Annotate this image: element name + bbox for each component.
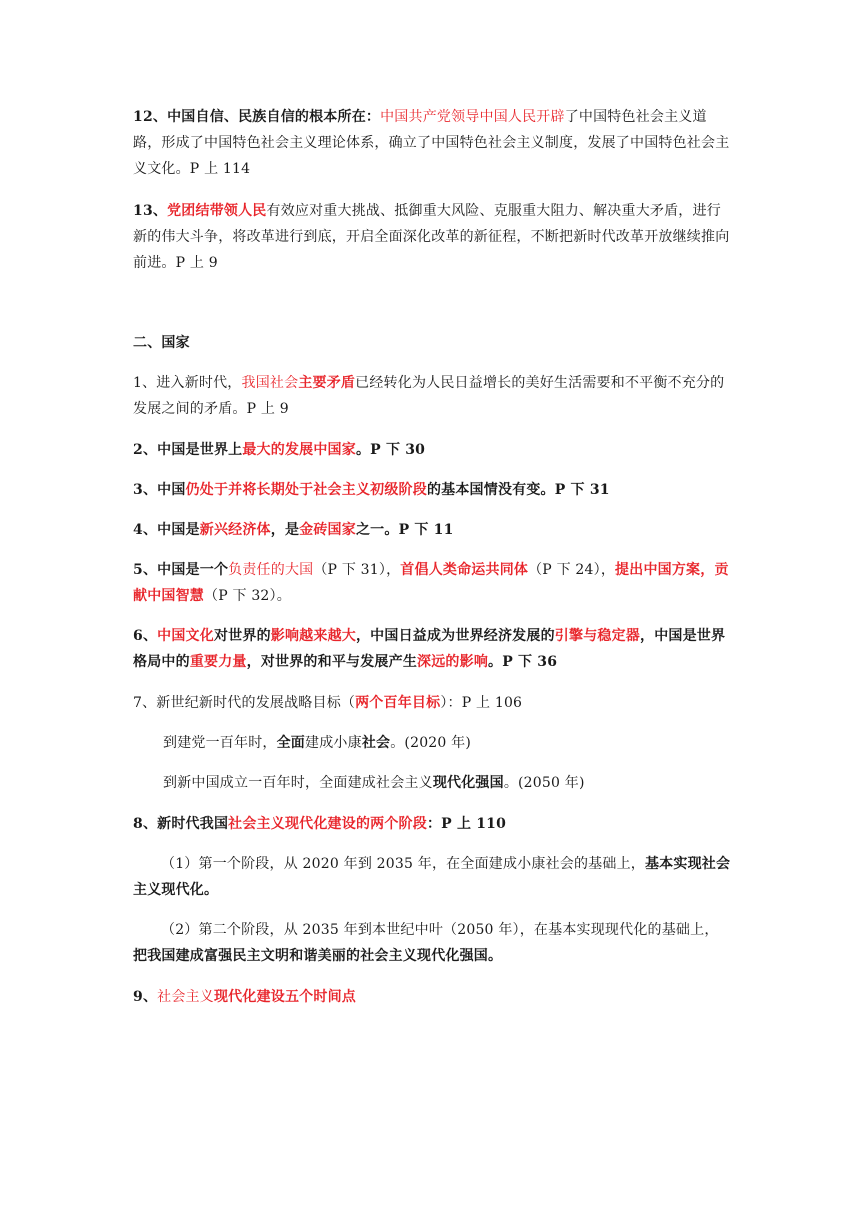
national-item-6-number: 6、 — [133, 628, 158, 644]
national-item-1-lead: 1、进入新时代， — [133, 375, 242, 391]
national-item-5-highlight-a: 负责任的大国 — [228, 562, 314, 578]
stage-1 — [133, 851, 731, 903]
item-13-number: 13、 — [133, 203, 168, 219]
goal-line-2020-year: 。(2020 年) — [390, 735, 472, 751]
stage-2-goal: 把我国建成富强民主文明和谐美丽的社会主义现代化强国。 — [133, 948, 503, 964]
national-item-6-highlight-b: 影响越来越大 — [270, 628, 356, 644]
national-item-6-highlight-d: 重要力量 — [189, 654, 247, 670]
national-item-5-lead: 5、中国是一个 — [133, 562, 229, 578]
item-12 — [133, 104, 731, 182]
goal-line-2020-b: 建成小康 — [305, 735, 362, 751]
national-item-6-highlight-c: 引擎与稳定器 — [554, 628, 640, 644]
stage-2-text: （2）第二个阶段，从 2035 年到本世纪中叶（2050 年），在基本实现现代化的基础上， — [161, 922, 719, 938]
national-item-8 — [133, 811, 731, 837]
item-13 — [133, 198, 731, 276]
national-item-1-red-b: 主要矛盾 — [298, 375, 356, 391]
national-item-1-text: 已经转化为人民日益增长的美好生活需要和不平衡不充分的发展之间的矛盾。P 上 9 — [133, 375, 725, 417]
national-item-4-mid: ，是 — [270, 522, 300, 538]
goal-line-2050 — [163, 770, 731, 796]
national-item-3 — [133, 477, 731, 503]
national-item-4-lead: 4、中国是 — [133, 522, 200, 538]
national-item-7 — [133, 690, 731, 716]
national-item-6-highlight-e: 深远的影响 — [417, 654, 489, 670]
national-item-6-text-d: ，对世界的和平与发展产生 — [246, 654, 418, 670]
national-item-5-ref-b: （P 下 24）， — [528, 562, 616, 578]
national-item-5-highlight-b: 首倡人类命运共同体 — [400, 562, 529, 578]
national-item-6-highlight-a: 中国文化 — [157, 628, 214, 644]
section-2-title: 二、国家 — [133, 335, 190, 351]
goal-line-2050-bold: 现代化强国 — [432, 775, 504, 791]
item-12-highlight: 中国共产党领导中国人民开辟 — [380, 109, 565, 125]
national-item-5-highlight-c: 提出中国方案，贡献中国智慧 — [133, 562, 729, 604]
national-item-8-highlight: 社会主义现代化建设的两个阶段 — [228, 816, 427, 832]
item-13-text: 有效应对重大挑战、抵御重大风险、克服重大阻力、解决重大矛盾，进行新的伟大斗争，将改革进行到底，开启全面深化改革的新征程，不断把新时代改革开放继续推向前进。P 上 9 — [133, 203, 730, 271]
national-item-2 — [133, 437, 731, 463]
item-12-lead: 中国自信、民族自信的根本所在： — [167, 109, 381, 125]
national-item-3-ref: 的基本国情没有变。P 下 31 — [426, 482, 610, 498]
item-12-text: 了中国特色社会主义道路，形成了中国特色社会主义理论体系，确立了中国特色社会主义制度，发展了中国特色社会主义文化。P 上 114 — [133, 109, 730, 177]
national-item-4-ref: 之一。P 下 11 — [355, 522, 454, 538]
national-item-9-number: 9、 — [133, 989, 158, 1005]
national-item-6-ref: 。P 下 36 — [488, 654, 558, 670]
item-12-number: 12、 — [133, 109, 168, 125]
national-item-6-text-b: ，中国日益成为世界经济发展的 — [355, 628, 555, 644]
national-item-4-highlight-a: 新兴经济体 — [199, 522, 271, 538]
goal-line-2050-year: 。(2050 年) — [503, 775, 585, 791]
national-item-5-ref-c: （P 下 32）。 — [204, 588, 291, 604]
national-item-9-highlight-b: 现代化建设五个时间点 — [213, 989, 356, 1005]
goal-line-2050-a: 到新中国成立一百年时，全面建成社会主义 — [163, 775, 433, 791]
national-item-7-highlight: 两个百年目标 — [355, 695, 441, 711]
national-item-3-highlight: 仍处于并将长期处于社会主义初级阶段 — [185, 482, 427, 498]
goal-line-2020 — [163, 730, 731, 756]
national-item-4 — [133, 517, 731, 543]
stage-2 — [133, 917, 731, 969]
national-item-8-lead: 8、新时代我国 — [133, 816, 229, 832]
national-item-9-highlight-a: 社会主义 — [157, 989, 214, 1005]
national-item-2-highlight: 最大的发展中国家 — [242, 442, 356, 458]
national-item-1-red-a: 我国社会 — [241, 375, 299, 391]
national-item-5 — [133, 557, 731, 609]
national-item-2-lead: 2、中国是世界上 — [133, 442, 243, 458]
national-item-9 — [133, 984, 731, 1010]
national-item-7-ref: ）：P 上 106 — [440, 695, 523, 711]
national-item-7-lead: 7、新世纪新时代的发展战略目标（ — [133, 695, 356, 711]
stage-1-text: （1）第一个阶段，从 2020 年到 2035 年，在全面建成小康社会的基础上， — [161, 856, 645, 872]
stage-1-goal: 基本实现社会主义现代化。 — [133, 856, 731, 898]
national-item-1 — [133, 370, 731, 422]
item-13-highlight: 党团结带领人民 — [167, 203, 267, 219]
national-item-2-ref: 。P 下 30 — [355, 442, 426, 458]
national-item-4-highlight-b: 金砖国家 — [299, 522, 356, 538]
national-item-3-lead: 3、中国 — [133, 482, 186, 498]
national-item-6-text-a: 对世界的 — [213, 628, 271, 644]
national-item-6-text-c: ，中国是世界格局中的 — [133, 628, 726, 670]
goal-line-2020-bold-b: 社会 — [361, 735, 391, 751]
national-item-6 — [133, 623, 731, 675]
goal-line-2020-bold-a: 全面 — [276, 735, 306, 751]
national-item-5-ref-a: （P 下 31）， — [313, 562, 401, 578]
goal-line-2020-a: 到建党一百年时， — [163, 735, 277, 751]
national-item-8-ref: ：P 上 110 — [426, 816, 507, 832]
